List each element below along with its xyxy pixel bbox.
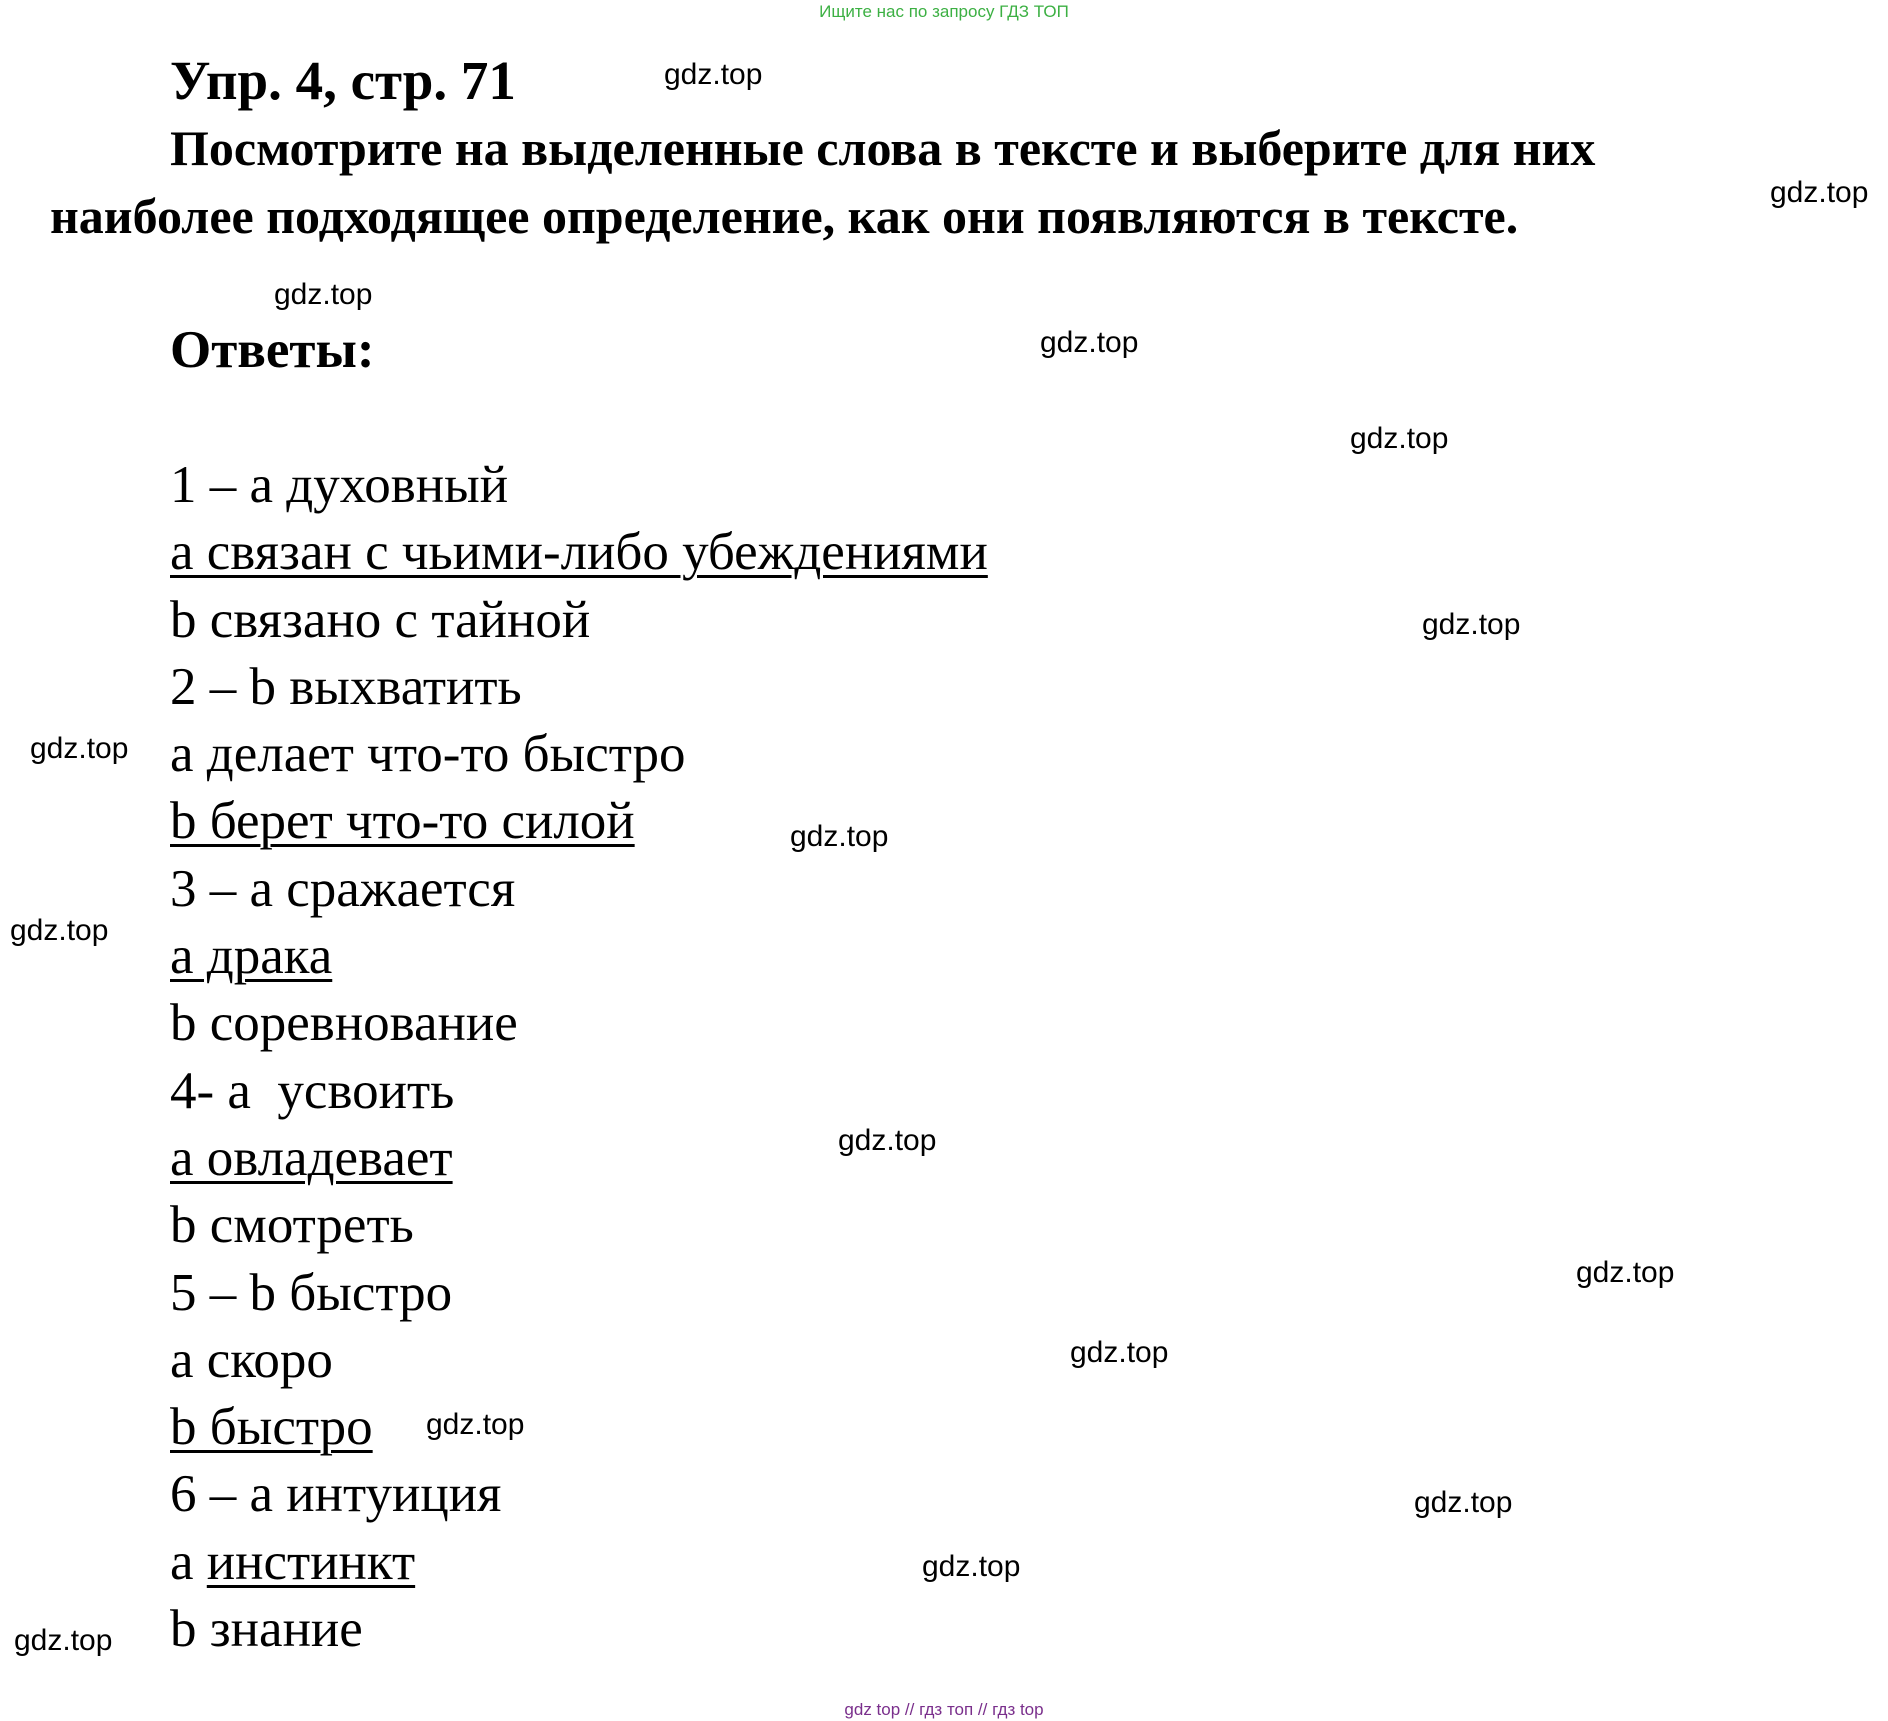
answers-heading: Ответы: xyxy=(170,321,375,379)
answer-line xyxy=(170,721,988,788)
watermark: gdz.top xyxy=(1414,1486,1513,1519)
answer-text-underlined: a драка xyxy=(170,927,333,986)
watermark: gdz.top xyxy=(922,1550,1021,1583)
answer-line xyxy=(170,587,988,654)
watermark: gdz.top xyxy=(1576,1256,1675,1289)
page-title: Упр. 4, стр. 71 xyxy=(170,50,516,111)
answer-line: a инстинкт xyxy=(170,1532,416,1591)
answer-line xyxy=(170,452,988,519)
watermark: gdz.top xyxy=(1770,176,1869,209)
answer-text: b соревнование xyxy=(170,994,518,1053)
answer-line xyxy=(170,1192,988,1259)
answer-text-underlined: b берет что-то силой xyxy=(170,792,635,851)
watermark: gdz.top xyxy=(10,914,109,947)
answer-text-underlined: a связан с чьими-либо убеждениями xyxy=(170,523,988,582)
answer-line xyxy=(170,990,988,1057)
watermark: gdz.top xyxy=(1040,326,1139,359)
answer-text: b смотреть xyxy=(170,1196,414,1255)
answer-line xyxy=(170,654,988,721)
answer-text-underlined: b быстро xyxy=(170,1398,373,1457)
answer-text: a делает что-то быстро xyxy=(170,725,686,784)
answer-text: 4- a усвоить xyxy=(170,1061,455,1120)
watermark: gdz.top xyxy=(790,820,889,853)
answer-text: a скоро xyxy=(170,1330,333,1389)
bottom-banner: gdz top // гдз топ // гдз top xyxy=(844,1700,1044,1719)
answer-line xyxy=(170,856,988,923)
answer-line xyxy=(170,1260,988,1327)
answer-text: 6 – a интуиция xyxy=(170,1465,502,1524)
watermark: gdz.top xyxy=(1070,1336,1169,1369)
answers-list xyxy=(170,452,988,1663)
answer-line xyxy=(170,1461,988,1528)
answer-text: 1 – a духовный xyxy=(170,456,509,514)
answer-text-underlined: a овладевает xyxy=(170,1128,453,1187)
answer-line xyxy=(170,1596,988,1663)
answer-text: b знание xyxy=(170,1600,363,1659)
answer-text: 3 – a сражается xyxy=(170,859,516,918)
answer-line xyxy=(170,519,988,586)
watermark: gdz.top xyxy=(426,1408,525,1441)
watermark: gdz.top xyxy=(274,278,373,311)
watermark: gdz.top xyxy=(838,1124,937,1157)
answer-text-underlined: инстинкт xyxy=(206,1532,416,1591)
watermark: gdz.top xyxy=(1350,422,1449,455)
answer-text: 2 – b выхватить xyxy=(170,657,522,716)
top-banner: Ищите нас по запросу ГДЗ ТОП xyxy=(819,2,1069,21)
watermark: gdz.top xyxy=(14,1624,113,1657)
answer-line xyxy=(170,1327,988,1394)
answer-line xyxy=(170,923,988,990)
task-line-2: наиболее подходящее определение, как они появляются в тексте. xyxy=(50,188,1519,244)
watermark: gdz.top xyxy=(664,58,763,91)
answer-line xyxy=(170,1058,988,1125)
watermark: gdz.top xyxy=(30,732,129,765)
answer-text: b связано с тайной xyxy=(170,590,591,649)
answer-line xyxy=(170,1394,988,1461)
answer-text: 5 – b быстро xyxy=(170,1263,453,1322)
task-line-1: Посмотрите на выделенные слова в тексте и выберите для них xyxy=(170,120,1596,176)
watermark: gdz.top xyxy=(1422,608,1521,641)
